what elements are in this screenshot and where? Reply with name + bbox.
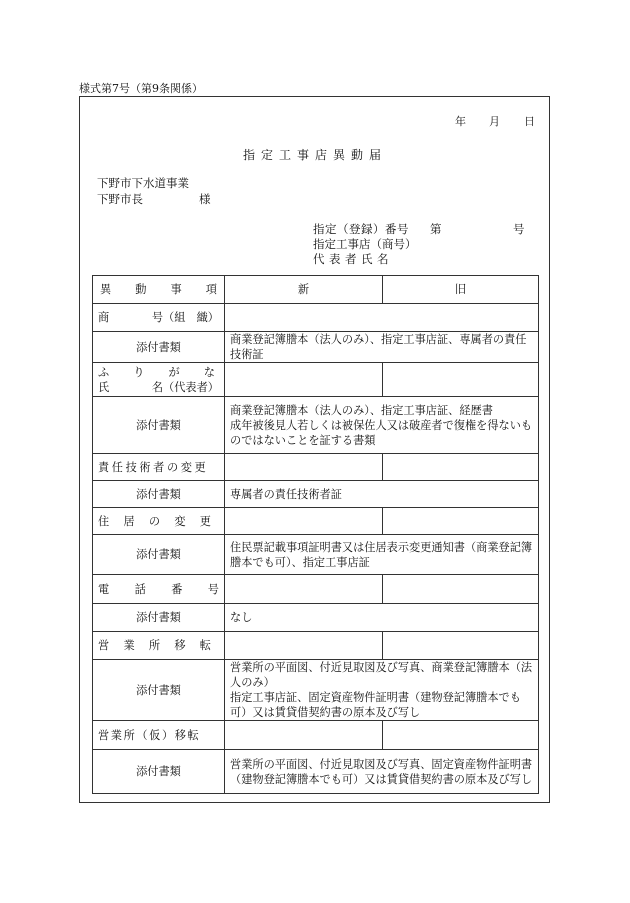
- residence-change-label: 住 居 の 変 更: [98, 514, 211, 528]
- table-row: [93, 721, 539, 750]
- table-row: [93, 481, 539, 508]
- date-day: 日: [524, 115, 535, 128]
- table-row: [93, 332, 539, 363]
- table-row: [93, 397, 539, 454]
- date-year: 年: [455, 115, 466, 128]
- representative-docs-line2: 成年被後見人若しくは被保佐人又は破産者で復権を得ないものではないことを証する書類: [230, 418, 533, 447]
- representative-label: 代表者氏名: [313, 252, 393, 266]
- residence-docs: 住民票記載事項証明書又は住居表示変更通知書（商業登記簿謄本でも可）、指定工事店証: [225, 535, 539, 575]
- phone-new-value: [225, 575, 383, 604]
- table-row: [93, 750, 539, 794]
- change-table: [92, 275, 539, 794]
- header-item-cell: [93, 276, 225, 304]
- office-docs: [225, 660, 539, 721]
- table-row: [93, 632, 539, 660]
- table-row: [93, 660, 539, 721]
- page-title: 指定工事店異動届: [242, 148, 387, 162]
- trade-name-label: 商 号（組 織）: [98, 311, 219, 324]
- engineer-old-value: [383, 454, 539, 481]
- temp-office-move-label: 営業所（仮）移転: [93, 721, 225, 750]
- representative-docs-line1: 商業登記簿謄本（法人のみ）、指定工事店証、経歴書: [230, 403, 493, 417]
- office-new-value: [225, 632, 383, 660]
- attachment-label: 添付書類: [93, 535, 225, 575]
- trade-name-value: [225, 304, 539, 332]
- table-header-row: [93, 276, 539, 304]
- form-number-label: 様式第7号（第9条関係）: [79, 82, 203, 95]
- addressee-honorific: 様: [199, 192, 211, 206]
- trade-name-label-cell: [93, 304, 225, 332]
- phone-label-cell: [93, 575, 225, 604]
- residence-old-value: [383, 508, 539, 535]
- header-new: 新: [225, 276, 383, 304]
- engineer-new-value: [225, 454, 383, 481]
- phone-docs: なし: [225, 604, 539, 632]
- attachment-label: 添付書類: [93, 481, 225, 508]
- header-item: 異 動 事 項: [100, 283, 217, 296]
- temp-office-old-value: [383, 721, 539, 750]
- temp-office-new-value: [225, 721, 383, 750]
- table-row: [93, 508, 539, 535]
- representative-name-label: 氏 名（代表者）: [98, 380, 219, 394]
- attachment-label: 添付書類: [93, 397, 225, 454]
- representative-docs: [225, 397, 539, 454]
- table-row: [93, 304, 539, 332]
- registration-dai: 第: [430, 222, 442, 236]
- residence-change-label-cell: [93, 508, 225, 535]
- residence-new-value: [225, 508, 383, 535]
- shop-name-label: 指定工事店（商号）: [313, 237, 417, 251]
- registration-go: 号: [513, 222, 525, 236]
- phone-label: 電 話 番 号: [98, 582, 219, 596]
- furigana-old-value: [383, 363, 539, 397]
- table-row: [93, 575, 539, 604]
- temp-office-docs: 営業所の平面図、付近見取図及び写真、固定資産物件証明書（建物登記簿謄本でも可）又は賃貸借契約書の原本及び写し: [225, 750, 539, 794]
- table-row: [93, 454, 539, 481]
- office-move-label: 営 業 所 移 転: [98, 639, 211, 652]
- attachment-label: 添付書類: [93, 604, 225, 632]
- engineer-change-label: 責任技術者の変更: [93, 454, 225, 481]
- attachment-label: 添付書類: [93, 750, 225, 794]
- furigana-new-value: [225, 363, 383, 397]
- engineer-docs: 専属者の責任技術者証: [225, 481, 539, 508]
- office-docs-line1: 営業所の平面図、付近見取図及び写真、商業登記簿謄本（法人のみ）: [230, 661, 533, 689]
- office-move-label-cell: [93, 632, 225, 660]
- office-old-value: [383, 632, 539, 660]
- registration-number-label: 指定（登録）番号: [313, 222, 409, 236]
- trade-name-docs: 商業登記簿謄本（法人のみ）、指定工事店証、専属者の責任技術証: [225, 332, 539, 363]
- attachment-label: 添付書類: [93, 660, 225, 721]
- table-row: [93, 535, 539, 575]
- office-docs-line2: 指定工事店証、固定資産物件証明書（建物登記簿謄本でも可）又は賃貸借契約書の原本及び写し: [230, 691, 521, 719]
- date-month: 月: [489, 115, 500, 128]
- table-row: [93, 363, 539, 397]
- phone-old-value: [383, 575, 539, 604]
- header-old: 旧: [383, 276, 539, 304]
- attachment-label: 添付書類: [93, 332, 225, 363]
- table-row: [93, 604, 539, 632]
- addressee-org: 下野市下水道事業: [97, 176, 189, 190]
- furigana-label: ふ り が な: [98, 365, 215, 379]
- addressee-mayor: 下野市長: [97, 192, 143, 206]
- furigana-label-cell: [93, 363, 225, 397]
